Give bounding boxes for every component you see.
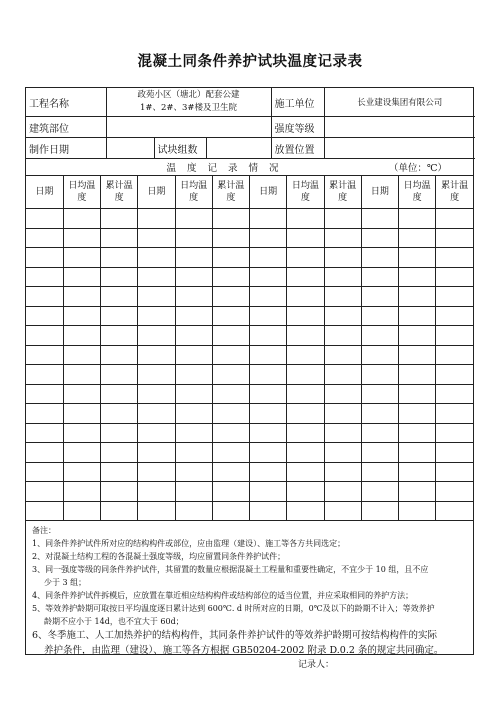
temperature-cell[interactable] (63, 306, 100, 326)
notes-heading: 备注： (32, 526, 56, 535)
temperature-cell[interactable] (287, 404, 324, 424)
temperature-cell[interactable] (63, 365, 100, 385)
note-6: 6、冬季施工、人工加热养护的结构构件，其同条件养护试件的等效养护龄期可按结构构件的实际 (32, 630, 438, 641)
temperature-cell[interactable] (175, 345, 212, 365)
temperature-cell[interactable] (26, 209, 63, 229)
temperature-cell[interactable] (250, 482, 287, 502)
temperature-cell[interactable] (26, 443, 63, 463)
temperature-cell[interactable] (399, 384, 436, 404)
temperature-cell[interactable] (287, 326, 324, 346)
temperature-cell[interactable] (250, 345, 287, 365)
header-date: 日期 (361, 176, 398, 209)
temperature-cell[interactable] (436, 462, 473, 482)
temperature-cell[interactable] (361, 248, 398, 268)
temperature-cell[interactable] (399, 326, 436, 346)
note-6-cont: 养护条件，由监理（建设）、施工等各方根据 GB50204-2002 附录 D.0.2 条的规定共同确定。 (44, 645, 444, 656)
temperature-cell[interactable] (212, 404, 249, 424)
temperature-cell[interactable] (101, 209, 138, 229)
temperature-cell[interactable] (287, 501, 324, 521)
temperature-cell[interactable] (101, 287, 138, 307)
table-row (26, 326, 473, 346)
temperature-cell[interactable] (212, 501, 249, 521)
temperature-cell[interactable] (138, 306, 175, 326)
header-cumulative-temp: 累计温度 (436, 176, 473, 209)
temperature-cell[interactable] (436, 384, 473, 404)
temperature-cell[interactable] (324, 345, 361, 365)
date-value[interactable] (106, 138, 154, 159)
temperature-cell[interactable] (175, 443, 212, 463)
temperature-cell[interactable] (175, 404, 212, 424)
temperature-cell[interactable] (63, 404, 100, 424)
note-5-cont: 龄期不应小于 14d，也不宜大于 60d； (44, 617, 184, 626)
temperature-cell[interactable] (287, 287, 324, 307)
temperature-cell[interactable] (399, 482, 436, 502)
temperature-cell[interactable] (138, 384, 175, 404)
temperature-cell[interactable] (250, 228, 287, 248)
temperature-cell[interactable] (436, 326, 473, 346)
temperature-cell[interactable] (287, 462, 324, 482)
temperature-cell[interactable] (361, 384, 398, 404)
table-row (26, 404, 473, 424)
temperature-cell[interactable] (101, 248, 138, 268)
part-value[interactable] (106, 117, 271, 138)
temperature-cell[interactable] (436, 345, 473, 365)
temperature-cell[interactable] (361, 228, 398, 248)
note-3-cont: 少于 3 组； (44, 578, 87, 587)
temperature-cell[interactable] (436, 501, 473, 521)
note-5: 5、等效养护龄期可取按日平均温度逐日累计达到 600℃. d 时所对应的日期，0℃及以下的龄期不计入；等效养护 (32, 604, 435, 613)
temperature-cell[interactable] (324, 306, 361, 326)
table-row (26, 423, 473, 443)
temperature-cell[interactable] (26, 404, 63, 424)
table-row (26, 482, 473, 502)
temperature-cell[interactable] (101, 462, 138, 482)
temperature-cell[interactable] (212, 326, 249, 346)
temperature-cell[interactable] (175, 326, 212, 346)
temperature-cell[interactable] (63, 501, 100, 521)
temperature-cell[interactable] (26, 345, 63, 365)
page-title: 混凝土同条件养护试块温度记录表 (137, 53, 363, 70)
temperature-cell[interactable] (26, 482, 63, 502)
temperature-cell[interactable] (287, 365, 324, 385)
temperature-cell[interactable] (399, 365, 436, 385)
table-row (26, 228, 473, 248)
strength-label: 强度等级 (271, 117, 324, 138)
temperature-cell[interactable] (138, 345, 175, 365)
table-row (26, 287, 473, 307)
temperature-cell[interactable] (175, 501, 212, 521)
temperature-cell[interactable] (101, 443, 138, 463)
temperature-cell[interactable] (287, 482, 324, 502)
temperature-cell[interactable] (212, 482, 249, 502)
temperature-cell[interactable] (101, 404, 138, 424)
temperature-cell[interactable] (399, 423, 436, 443)
temperature-cell[interactable] (324, 462, 361, 482)
temperature-cell[interactable] (436, 306, 473, 326)
contractor-value[interactable]: 长业建设集团有限公司 (324, 88, 475, 117)
temperature-cell[interactable] (101, 345, 138, 365)
temperature-cell[interactable] (138, 228, 175, 248)
temperature-cell[interactable] (250, 384, 287, 404)
temperature-cell[interactable] (287, 209, 324, 229)
project-value-line1: 政苑小区（塘北）配套公建 (137, 90, 240, 100)
temperature-cell[interactable] (175, 267, 212, 287)
note-4: 4、同条件养护试件拆模后，应放置在靠近相应结构构件或结构部位的适当位置，并应采取相同的养护方法； (32, 591, 414, 600)
header-cumulative-temp: 累计温度 (212, 176, 249, 209)
temperature-cell[interactable] (436, 209, 473, 229)
temperature-cell[interactable] (324, 404, 361, 424)
table-row (26, 306, 473, 326)
notes-section (26, 521, 473, 672)
temperature-cell[interactable] (287, 443, 324, 463)
temperature-unit: （单位：℃） (388, 163, 448, 174)
temperature-cell[interactable] (436, 248, 473, 268)
temperature-cell[interactable] (399, 404, 436, 424)
header-cumulative-temp: 累计温度 (101, 176, 138, 209)
temperature-cell[interactable] (138, 267, 175, 287)
temperature-cell[interactable] (324, 287, 361, 307)
temperature-cell[interactable] (436, 228, 473, 248)
temperature-cell[interactable] (138, 423, 175, 443)
project-value[interactable] (106, 88, 271, 117)
temperature-cell[interactable] (138, 365, 175, 385)
header-daily-avg-temp: 日均温度 (175, 176, 212, 209)
temperature-cell[interactable] (399, 228, 436, 248)
temperature-cell[interactable] (399, 306, 436, 326)
temperature-cell[interactable] (324, 365, 361, 385)
temperature-cell[interactable] (63, 267, 100, 287)
temperature-cell[interactable] (63, 326, 100, 346)
temperature-cell[interactable] (250, 443, 287, 463)
temperature-cell[interactable] (324, 443, 361, 463)
temperature-cell[interactable] (175, 384, 212, 404)
temperature-cell[interactable] (175, 365, 212, 385)
temperature-cell[interactable] (436, 287, 473, 307)
temperature-section-title: 温 度 记 录 情 况 (166, 163, 283, 174)
temperature-cell[interactable] (63, 345, 100, 365)
header-date: 日期 (138, 176, 175, 209)
temperature-cell[interactable] (63, 482, 100, 502)
project-value-line2: 1#、2#、3#楼及卫生院 (139, 103, 238, 113)
temperature-cell[interactable] (26, 306, 63, 326)
temperature-cell[interactable] (175, 209, 212, 229)
temperature-cell[interactable] (399, 209, 436, 229)
temperature-cell[interactable] (63, 248, 100, 268)
temperature-cell[interactable] (287, 306, 324, 326)
temperature-cell[interactable] (399, 345, 436, 365)
temperature-cell[interactable] (212, 267, 249, 287)
temperature-cell[interactable] (399, 501, 436, 521)
temperature-cell[interactable] (101, 423, 138, 443)
strength-value[interactable] (324, 117, 475, 138)
header-daily-avg-temp: 日均温度 (399, 176, 436, 209)
temperature-cell[interactable] (324, 384, 361, 404)
temperature-cell[interactable] (138, 209, 175, 229)
temperature-cell[interactable] (250, 423, 287, 443)
temperature-cell[interactable] (250, 248, 287, 268)
temperature-cell[interactable] (287, 384, 324, 404)
temperature-cell[interactable] (287, 267, 324, 287)
temperature-cell[interactable] (212, 443, 249, 463)
temperature-cell[interactable] (361, 482, 398, 502)
temperature-cell[interactable] (138, 248, 175, 268)
temperature-section-header (26, 159, 473, 176)
temperature-cell[interactable] (138, 482, 175, 502)
header-cumulative-temp: 累计温度 (324, 176, 361, 209)
location-value[interactable] (324, 138, 475, 159)
temperature-cell[interactable] (324, 423, 361, 443)
note-3: 3、同一强度等级的同条件养护试件，其留置的数量应根据混凝土工程量和重要性确定，不宜少于 10 组，且不应 (32, 565, 429, 574)
temperature-cell[interactable] (63, 384, 100, 404)
temperature-cell[interactable] (399, 462, 436, 482)
table-row (26, 209, 473, 229)
temperature-cell[interactable] (101, 228, 138, 248)
temperature-cell[interactable] (63, 443, 100, 463)
temperature-cell[interactable] (138, 404, 175, 424)
table-row (26, 384, 473, 404)
temperature-cell[interactable] (175, 462, 212, 482)
temperature-cell[interactable] (324, 267, 361, 287)
temperature-cell[interactable] (101, 384, 138, 404)
temperature-cell[interactable] (399, 248, 436, 268)
date-label: 制作日期 (26, 138, 106, 159)
contractor-label: 施工单位 (271, 88, 324, 117)
temperature-cell[interactable] (361, 404, 398, 424)
temperature-cell[interactable] (324, 482, 361, 502)
temperature-cell[interactable] (63, 287, 100, 307)
temperature-cell[interactable] (26, 287, 63, 307)
temperature-cell[interactable] (250, 404, 287, 424)
temperature-cell[interactable] (26, 365, 63, 385)
temperature-cell[interactable] (436, 423, 473, 443)
temperature-cell[interactable] (101, 365, 138, 385)
temperature-cell[interactable] (101, 267, 138, 287)
temperature-cell[interactable] (63, 209, 100, 229)
temperature-cell[interactable] (175, 482, 212, 502)
temperature-cell[interactable] (399, 443, 436, 463)
temperature-cell[interactable] (436, 443, 473, 463)
temperature-cell[interactable] (399, 267, 436, 287)
temperature-cell[interactable] (101, 326, 138, 346)
header-daily-avg-temp: 日均温度 (287, 176, 324, 209)
temperature-cell[interactable] (63, 462, 100, 482)
table-row (26, 345, 473, 365)
temperature-cell[interactable] (101, 482, 138, 502)
temperature-cell[interactable] (26, 248, 63, 268)
temperature-cell[interactable] (138, 287, 175, 307)
temperature-cell[interactable] (212, 365, 249, 385)
temperature-cell[interactable] (436, 267, 473, 287)
temperature-cell[interactable] (63, 228, 100, 248)
temperature-cell[interactable] (212, 209, 249, 229)
note-2: 2、对混凝土结构工程的各混凝土强度等级，均应留置同条件养护试件； (32, 552, 286, 561)
temperature-cell[interactable] (250, 267, 287, 287)
temperature-cell[interactable] (101, 501, 138, 521)
temperature-cell[interactable] (361, 462, 398, 482)
temperature-cell[interactable] (212, 462, 249, 482)
temperature-cell[interactable] (250, 365, 287, 385)
temperature-cell[interactable] (287, 423, 324, 443)
temperature-cell[interactable] (63, 423, 100, 443)
temperature-cell[interactable] (26, 501, 63, 521)
temperature-cell[interactable] (250, 501, 287, 521)
count-label: 试块组数 (154, 138, 206, 159)
temperature-cell[interactable] (250, 326, 287, 346)
temperature-cell[interactable] (26, 384, 63, 404)
temperature-cell[interactable] (26, 267, 63, 287)
temperature-cell[interactable] (361, 209, 398, 229)
temperature-cell[interactable] (212, 287, 249, 307)
temperature-cell[interactable] (175, 228, 212, 248)
header-date: 日期 (26, 176, 63, 209)
temperature-cell[interactable] (361, 326, 398, 346)
recorder-label: 记录人： (297, 660, 334, 670)
temperature-cell[interactable] (26, 462, 63, 482)
temperature-cell[interactable] (138, 443, 175, 463)
temperature-cell[interactable] (361, 501, 398, 521)
header-daily-avg-temp: 日均温度 (63, 176, 100, 209)
temperature-cell[interactable] (287, 248, 324, 268)
temperature-cell[interactable] (361, 443, 398, 463)
temperature-cell[interactable] (175, 248, 212, 268)
temperature-cell[interactable] (287, 345, 324, 365)
record-form (25, 87, 474, 670)
table-row (26, 501, 473, 521)
temperature-cell[interactable] (138, 501, 175, 521)
temperature-cell[interactable] (436, 365, 473, 385)
temperature-cell[interactable] (436, 482, 473, 502)
temperature-cell[interactable] (175, 287, 212, 307)
temperature-cell[interactable] (324, 209, 361, 229)
temperature-cell[interactable] (287, 228, 324, 248)
temperature-cell[interactable] (26, 228, 63, 248)
temperature-cell[interactable] (399, 287, 436, 307)
temperature-cell[interactable] (212, 384, 249, 404)
temperature-cell[interactable] (250, 209, 287, 229)
temperature-cell[interactable] (175, 306, 212, 326)
temperature-cell[interactable] (212, 306, 249, 326)
project-label: 工程名称 (26, 88, 106, 117)
table-row (26, 462, 473, 482)
temperature-cell[interactable] (212, 423, 249, 443)
temperature-cell[interactable] (250, 287, 287, 307)
location-label: 放置位置 (271, 138, 324, 159)
temperature-cell[interactable] (324, 501, 361, 521)
temperature-cell[interactable] (175, 423, 212, 443)
temperature-cell[interactable] (361, 306, 398, 326)
header-table (26, 88, 475, 159)
temperature-cell[interactable] (26, 326, 63, 346)
temperature-cell[interactable] (212, 228, 249, 248)
count-value[interactable] (206, 138, 271, 159)
temperature-cell[interactable] (361, 287, 398, 307)
part-label: 建筑部位 (26, 117, 106, 138)
table-row (26, 365, 473, 385)
temperature-cell[interactable] (324, 326, 361, 346)
note-1: 1、同条件养护试件所对应的结构构件或部位，应由监理（建设）、施工等各方共同选定； (32, 539, 346, 548)
header-date: 日期 (250, 176, 287, 209)
temperature-cell[interactable] (138, 326, 175, 346)
temperature-cell[interactable] (138, 462, 175, 482)
temperature-cell[interactable] (101, 306, 138, 326)
temperature-cell[interactable] (26, 423, 63, 443)
table-row (26, 248, 473, 268)
temperature-cell[interactable] (361, 267, 398, 287)
temperature-cell[interactable] (212, 345, 249, 365)
table-row (26, 443, 473, 463)
temperature-cell[interactable] (324, 248, 361, 268)
temperature-cell[interactable] (361, 345, 398, 365)
temperature-cell[interactable] (250, 462, 287, 482)
temperature-cell[interactable] (212, 248, 249, 268)
temperature-cell[interactable] (324, 228, 361, 248)
table-row (26, 267, 473, 287)
temperature-cell[interactable] (250, 306, 287, 326)
temperature-cell[interactable] (361, 365, 398, 385)
temperature-cell[interactable] (361, 423, 398, 443)
temperature-table (26, 176, 473, 521)
temperature-cell[interactable] (436, 404, 473, 424)
